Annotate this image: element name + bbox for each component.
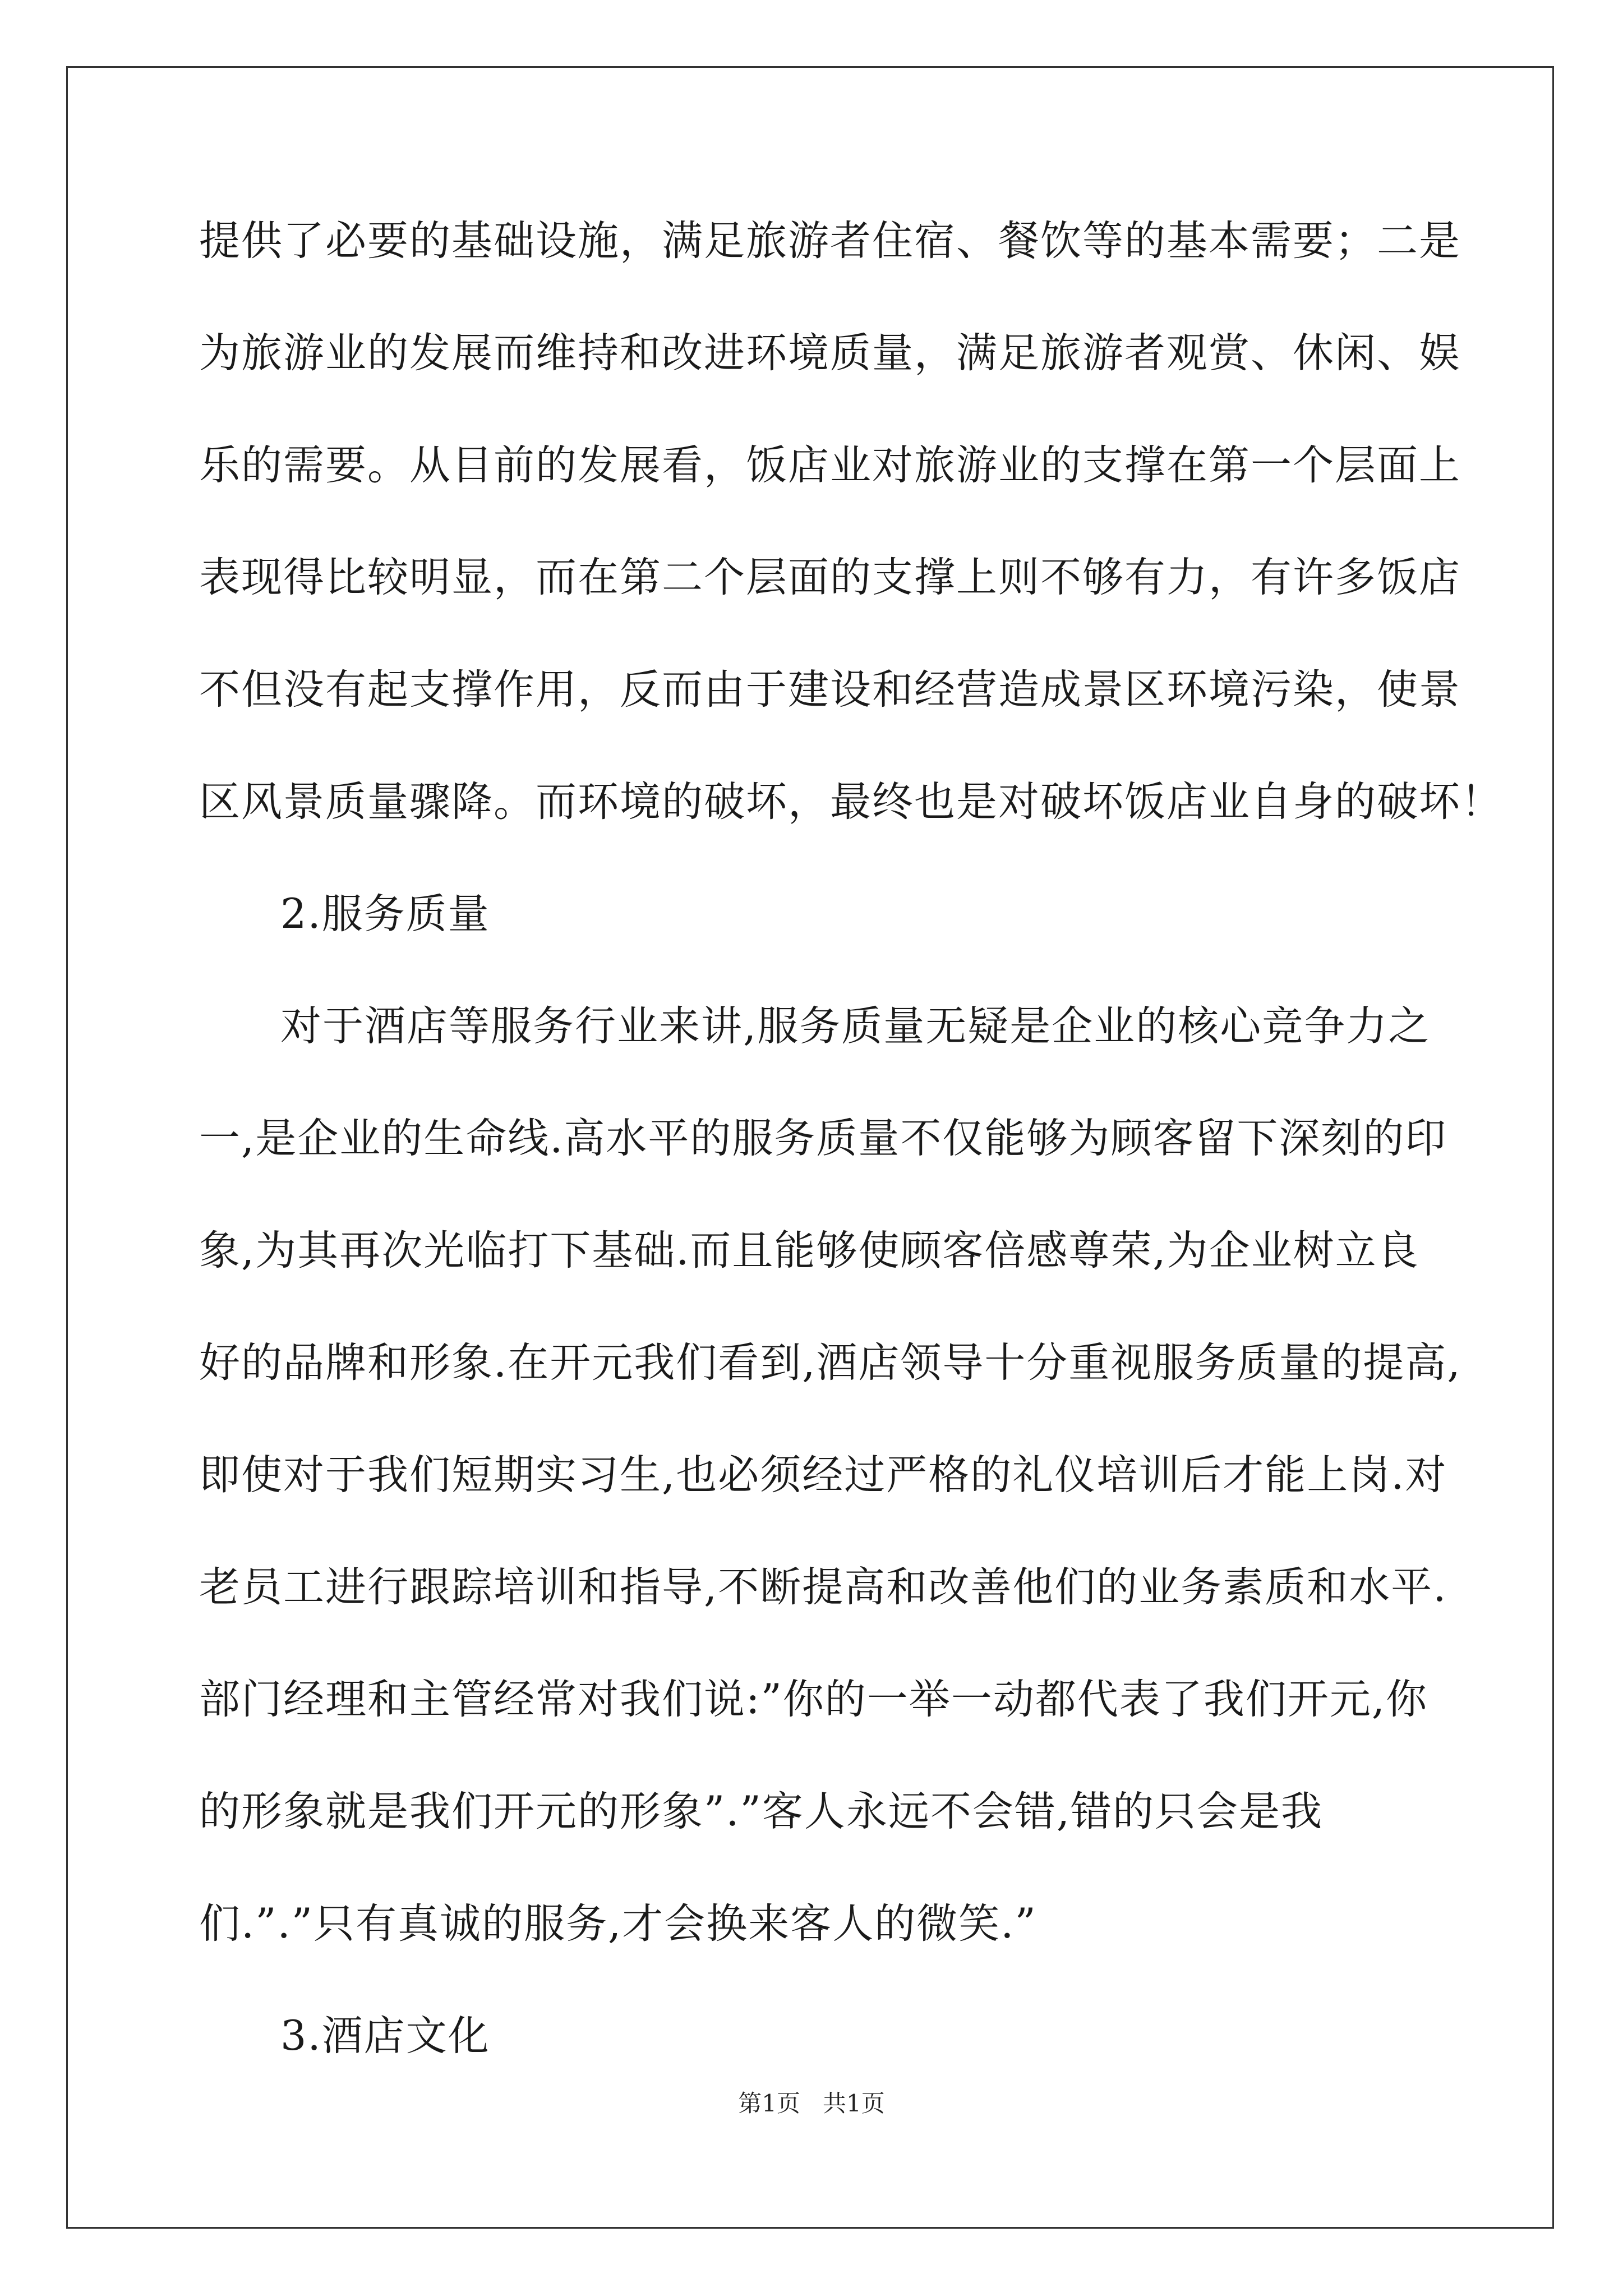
paragraph-line: 即使对于我们短期实习生,也必须经过严格的礼仪培训后才能上岗.对 [199,1451,1447,1499]
paragraph-line: 老员工进行跟踪培训和指导,不断提高和改善他们的业务素质和水平. [199,1563,1447,1611]
paragraph-line: 对于酒店等服务行业来讲,服务质量无疑是企业的核心竞争力之 [280,1002,1431,1050]
page-number: 第1页 [738,2090,800,2117]
paragraph-line: 们.”.”只有真诚的服务,才会换来客人的微笑.” [199,1900,1037,1948]
paragraph-line: 部门经理和主管经常对我们说:”你的一举一动都代表了我们开元,你 [199,1676,1428,1723]
page-total: 共1页 [823,2090,885,2117]
paragraph-line: 一,是企业的生命线.高水平的服务质量不仅能够为顾客留下深刻的印 [199,1115,1447,1162]
paragraph-line: 提供了必要的基础设施，满足旅游者住宿、餐饮等的基本需要；二是 [199,217,1461,265]
page-footer [0,2087,1623,2120]
paragraph-line: 乐的需要。从目前的发展看，饭店业对旅游业的支撑在第一个层面上 [199,441,1461,489]
paragraph-line: 好的品牌和形象.在开元我们看到,酒店领导十分重视服务质量的提高, [199,1339,1461,1387]
section-heading-hotel-culture: 3.酒店文化 [280,2012,490,2060]
section-heading-service-quality: 2.服务质量 [280,890,490,938]
paragraph-line: 表现得比较明显，而在第二个层面的支撑上则不够有力，有许多饭店 [199,554,1461,601]
paragraph-line: 为旅游业的发展而维持和改进环境质量，满足旅游者观赏、休闲、娱 [199,329,1461,377]
paragraph-line: 不但没有起支撑作用，反而由于建设和经营造成景区环境污染，使景 [199,666,1461,714]
paragraph-line: 象,为其再次光临打下基础.而且能够使顾客倍感尊荣,为企业树立良 [199,1227,1419,1274]
paragraph-line: 的形象就是我们开元的形象”.”客人永远不会错,错的只会是我 [199,1788,1324,1835]
paragraph-line: 区风景质量骤降。而环境的破坏，最终也是对破坏饭店业自身的破坏！ [199,778,1503,826]
